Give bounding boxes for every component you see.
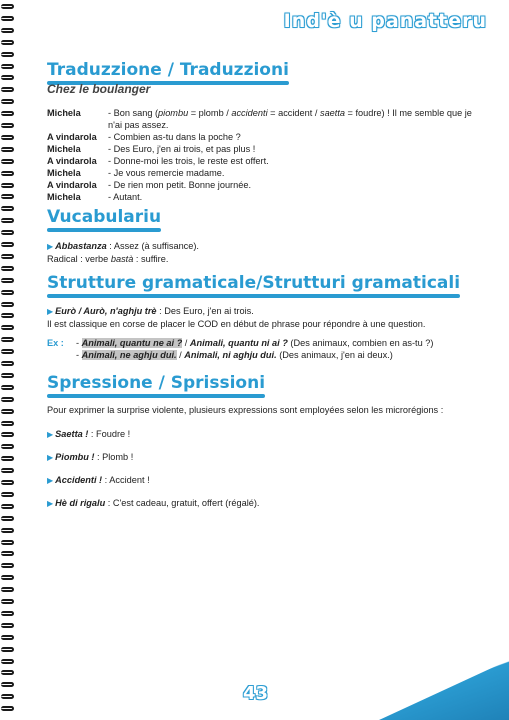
spiral-coil — [1, 218, 14, 223]
dialogue-text: - Combien as-tu dans la poche ? — [108, 132, 241, 142]
spiral-coil — [1, 563, 14, 568]
section-title-text: Vucabulariu — [47, 207, 162, 227]
spiral-coil — [1, 40, 14, 45]
spiral-coil — [1, 266, 14, 271]
spiral-coil — [1, 52, 14, 57]
speaker: A vindarola — [47, 180, 97, 190]
page-corner-decoration — [379, 660, 509, 720]
section-title-vucabulariu — [47, 207, 161, 232]
speaker: Michela — [47, 108, 81, 118]
spiral-coil — [1, 4, 14, 9]
spiral-coil — [1, 159, 14, 164]
speaker: A vindarola — [47, 132, 97, 142]
spiral-coil — [1, 575, 14, 580]
bullet-arrow-icon: ▶ — [47, 242, 54, 251]
spiral-coil — [1, 99, 14, 104]
spiral-coil — [1, 706, 14, 711]
spiral-coil — [1, 540, 14, 545]
spiral-coil — [1, 682, 14, 687]
spiral-coil — [1, 611, 14, 616]
dialogue-line — [47, 143, 487, 155]
speaker: Michela — [47, 144, 81, 154]
spiral-coil — [1, 528, 14, 533]
bullet-arrow-icon: ▶ — [47, 453, 54, 462]
title-underline — [47, 294, 460, 298]
spiral-coil — [1, 409, 14, 414]
spiral-coil — [1, 587, 14, 592]
spiral-coil — [1, 659, 14, 664]
dialogue — [47, 107, 487, 203]
bullet-arrow-icon: ▶ — [47, 476, 54, 485]
title-underline — [47, 394, 265, 398]
spiral-coil — [1, 480, 14, 485]
spiral-coil — [1, 444, 14, 449]
dialogue-line — [47, 191, 487, 203]
section-title-spressione — [47, 373, 265, 398]
spiral-coil — [1, 635, 14, 640]
spiral-coil — [1, 147, 14, 152]
spiral-coil — [1, 504, 14, 509]
page-number: 43 — [243, 683, 269, 704]
title-underline — [47, 228, 161, 232]
expression-item: ▶ Piombu ! : Plomb ! — [47, 452, 134, 462]
spiral-coil — [1, 171, 14, 176]
spiral-coil — [1, 278, 14, 283]
spiral-coil — [1, 337, 14, 342]
spiral-coil — [1, 456, 14, 461]
spiral-coil — [1, 123, 14, 128]
spiral-coil — [1, 647, 14, 652]
spiral-coil — [1, 492, 14, 497]
speaker: Michela — [47, 168, 81, 178]
spiral-coil — [1, 623, 14, 628]
spiral-coil — [1, 670, 14, 675]
spiral-coil — [1, 230, 14, 235]
expression-item: ▶ Saetta ! : Foudre ! — [47, 429, 131, 439]
spiral-coil — [1, 373, 14, 378]
spiral-coil — [1, 551, 14, 556]
spiral-coil — [1, 432, 14, 437]
spiral-coil — [1, 421, 14, 426]
speaker: A vindarola — [47, 156, 97, 166]
dialogue-line — [47, 179, 487, 191]
spiral-coil — [1, 290, 14, 295]
spiral-coil — [1, 313, 14, 318]
dialogue-text: - Autant. — [108, 192, 143, 202]
spiral-binding — [0, 0, 18, 720]
spiral-coil — [1, 349, 14, 354]
spiral-coil — [1, 16, 14, 21]
bullet-arrow-icon: ▶ — [47, 499, 54, 508]
spiral-coil — [1, 75, 14, 80]
spiral-coil — [1, 64, 14, 69]
dialogue-text: - Bon sang (piombu = plomb / accidenti = accident / saetta = foudre) ! Il me semble que je n'ai pas assez. — [108, 108, 472, 130]
dialogue-text: - Donne-moi les trois, le reste est offert. — [108, 156, 269, 166]
dialogue-line — [47, 107, 487, 131]
bullet-arrow-icon: ▶ — [47, 307, 54, 316]
spiral-coil — [1, 325, 14, 330]
spiral-coil — [1, 397, 14, 402]
spiral-coil — [1, 385, 14, 390]
spiral-coil — [1, 206, 14, 211]
spiral-coil — [1, 111, 14, 116]
bullet-arrow-icon: ▶ — [47, 430, 54, 439]
dialogue-text: - Je vous remercie madame. — [108, 168, 225, 178]
header-logo: Ind'è u panatteru — [283, 10, 487, 32]
spiral-coil — [1, 87, 14, 92]
spiral-coil — [1, 361, 14, 366]
dialogue-line — [47, 155, 487, 167]
spiral-coil — [1, 694, 14, 699]
section-title-text: Spressione / Sprissioni — [47, 373, 266, 393]
spiral-coil — [1, 194, 14, 199]
speaker: Michela — [47, 192, 81, 202]
spiral-coil — [1, 28, 14, 33]
section-title-text: Traduzzione / Traduzzioni — [47, 60, 289, 80]
grammar-example — [47, 337, 433, 361]
section-subtitle: Chez le boulanger — [47, 82, 151, 96]
spiral-coil — [1, 516, 14, 521]
section-title-strutture — [47, 273, 460, 298]
grammar-entry: ▶ Eurò / Aurò, n'aghju trè : Des Euro, j'en ai trois. Il est classique en corse de placer le COD en début de phrase pour répondre à une question. — [47, 306, 426, 329]
spiral-coil — [1, 468, 14, 473]
vocab-entry: ▶ Abbastanza : Assez (à suffisance). Radical : verbe bastà : suffire. — [47, 241, 199, 264]
spiral-coil — [1, 599, 14, 604]
spiral-coil — [1, 242, 14, 247]
spiral-coil — [1, 183, 14, 188]
expressions-intro: Pour exprimer la surprise violente, plusieurs expressions sont employées selon les microrégions : — [47, 405, 444, 415]
expression-item: ▶ Hè di rigalu : C'est cadeau, gratuit, offert (régalé). — [47, 498, 260, 508]
spiral-coil — [1, 302, 14, 307]
spiral-coil — [1, 254, 14, 259]
section-title-text: Strutture gramaticale/Strutturi gramaticali — [47, 273, 461, 293]
dialogue-text: - De rien mon petit. Bonne journée. — [108, 180, 251, 190]
dialogue-line — [47, 131, 487, 143]
spiral-coil — [1, 135, 14, 140]
dialogue-line — [47, 167, 487, 179]
example-label: Ex : — [47, 338, 64, 348]
dialogue-text: - Des Euro, j'en ai trois, et pas plus ! — [108, 144, 256, 154]
example-lines: - Animali, quantu ne ai ? / Animali, quantu ni ai ? (Des animaux, combien en as-tu ?) - Animali, ne aghju dui. / Animali, ni aghju dui. (Des animaux, j'en ai deux.) — [76, 338, 434, 360]
expression-item: ▶ Accidenti ! : Accident ! — [47, 475, 150, 485]
